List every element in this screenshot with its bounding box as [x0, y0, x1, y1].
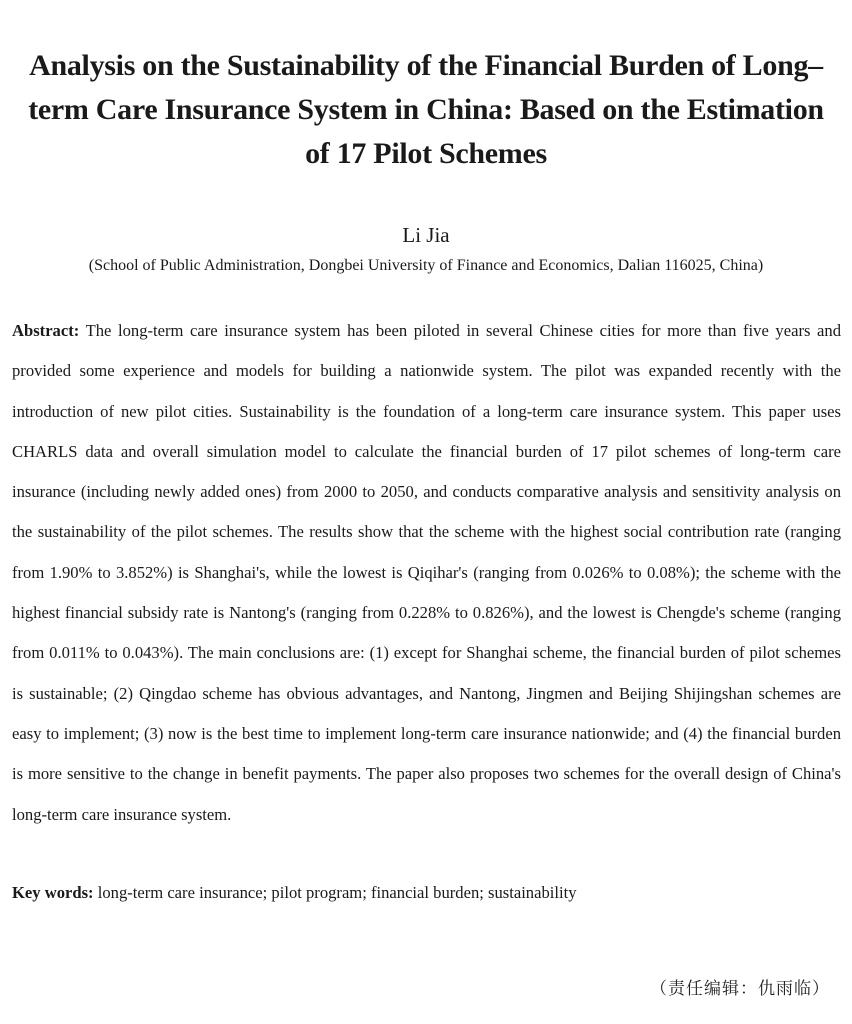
editor-note: （责任编辑：仇雨临）: [650, 979, 830, 999]
abstract-paragraph: [12, 311, 841, 835]
paper-title: Analysis on the Sustainability of the Financial Burden of Long–term Care Insurance System in China: Based on the Estimation of 17 Pilot Schemes: [28, 49, 824, 170]
keywords-text: long-term care insurance; pilot program; financial burden; sustainability: [97, 883, 577, 902]
author-name: Li Jia: [402, 223, 450, 247]
abstract-text: The long-term care insurance system has been piloted in several Chinese cities for more than five years and provided some experience and models for building a nationwide system. The pilot was expanded recently with the introduction of new pilot cities. Sustainability is the foundation of a long-term care insurance system. This paper uses CHARLS data and overall simulation model to calculate the financial burden of 17 pilot schemes of long-term care insurance (including newly added ones) from 2000 to 2050, and conducts comparative analysis and sensitivity analysis on the sustainability of the pilot schemes. The results show that the scheme with the highest social contribution rate (ranging from 1.90% to 3.852%) is Shanghai's, while the lowest is Qiqihar's (ranging from 0.026% to 0.08%); the scheme with the highest financial subsidy rate is Nantong's (ranging from 0.228% to 0.826%), and the lowest is Chengde's scheme (ranging from 0.011% to 0.043%). The main conclusions are: (1) except for Shanghai scheme, the financial burden of pilot schemes is sustainable; (2) Qingdao scheme has obvious advantages, and Nantong, Jingmen and Beijing Shijingshan schemes are easy to implement; (3) now is the best time to implement long-term care insurance nationwide; and (4) the financial burden is more sensitive to the change in benefit payments. The paper also proposes two schemes for the overall design of China's long-term care insurance system.: [12, 321, 842, 824]
abstract-label: Abstract:: [12, 321, 80, 340]
keywords-line: [12, 873, 841, 913]
author-affiliation: (School of Public Administration, Dongbei University of Finance and Economics, Dalian 116025, China): [88, 257, 764, 274]
keywords-label: Key words:: [12, 883, 94, 902]
